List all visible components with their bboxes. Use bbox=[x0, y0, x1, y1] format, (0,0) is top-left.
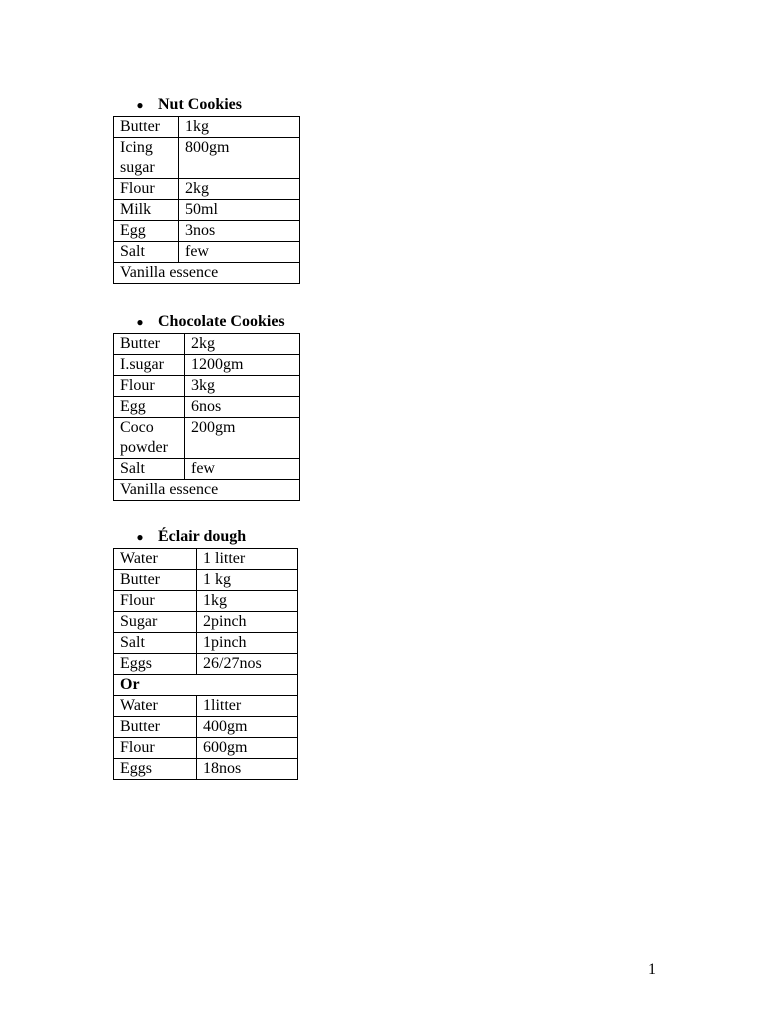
table-row bbox=[114, 549, 298, 570]
ingredient-quantity-cell: 26/27nos bbox=[197, 654, 298, 675]
ingredient-name-cell: Egg bbox=[114, 221, 179, 242]
bullet-icon: ● bbox=[136, 315, 144, 329]
table-row bbox=[114, 221, 300, 242]
table-row bbox=[114, 397, 300, 418]
ingredient-quantity-cell: 1 litter bbox=[197, 549, 298, 570]
ingredient-quantity-cell: 600gm bbox=[197, 738, 298, 759]
ingredient-name-cell: Salt bbox=[114, 633, 197, 654]
ingredient-name-cell: Milk bbox=[114, 200, 179, 221]
ingredient-quantity-cell: 6nos bbox=[185, 397, 300, 418]
table-row bbox=[114, 334, 300, 355]
ingredient-name-cell: Flour bbox=[114, 376, 185, 397]
table-row bbox=[114, 480, 300, 501]
recipe-chocolate-cookies bbox=[113, 311, 300, 501]
table-row bbox=[114, 138, 300, 179]
ingredient-name-cell: Butter bbox=[114, 117, 179, 138]
table-row bbox=[114, 570, 298, 591]
table-row bbox=[114, 376, 300, 397]
ingredient-note-cell: Vanilla essence bbox=[114, 263, 300, 284]
ingredient-name-cell: Salt bbox=[114, 242, 179, 263]
ingredient-name-cell: Sugar bbox=[114, 612, 197, 633]
table-row bbox=[114, 179, 300, 200]
ingredient-quantity-cell: 2kg bbox=[185, 334, 300, 355]
ingredient-quantity-cell: 18nos bbox=[197, 759, 298, 780]
ingredient-quantity-cell: few bbox=[179, 242, 300, 263]
recipe-title-text: Éclair dough bbox=[158, 528, 247, 545]
recipe-eclair-dough bbox=[113, 526, 298, 780]
ingredient-quantity-cell: 3nos bbox=[179, 221, 300, 242]
ingredient-name-cell: I.sugar bbox=[114, 355, 185, 376]
ingredient-name-cell: Flour bbox=[114, 738, 197, 759]
table-row bbox=[114, 654, 298, 675]
table-row bbox=[114, 738, 298, 759]
recipe-title bbox=[113, 94, 300, 116]
ingredient-name-cell: Eggs bbox=[114, 654, 197, 675]
table-row bbox=[114, 591, 298, 612]
ingredient-quantity-cell: 3kg bbox=[185, 376, 300, 397]
ingredient-name-cell: Eggs bbox=[114, 759, 197, 780]
table-row bbox=[114, 117, 300, 138]
ingredient-name-cell: Water bbox=[114, 696, 197, 717]
ingredient-name-cell: Flour bbox=[114, 591, 197, 612]
ingredient-quantity-cell: 50ml bbox=[179, 200, 300, 221]
table-row bbox=[114, 717, 298, 738]
ingredient-quantity-cell: 2kg bbox=[179, 179, 300, 200]
ingredient-quantity-cell: 400gm bbox=[197, 717, 298, 738]
table-row bbox=[114, 242, 300, 263]
table-row bbox=[114, 675, 298, 696]
recipe-title-text: Nut Cookies bbox=[158, 96, 243, 113]
ingredient-quantity-cell: 1 kg bbox=[197, 570, 298, 591]
ingredient-name-cell: Water bbox=[114, 549, 197, 570]
ingredient-quantity-cell: 1litter bbox=[197, 696, 298, 717]
ingredient-name-cell: Butter bbox=[114, 570, 197, 591]
table-row bbox=[114, 759, 298, 780]
table-row bbox=[114, 696, 298, 717]
recipe-title bbox=[113, 311, 300, 333]
bullet-icon: ● bbox=[136, 98, 144, 112]
table-row bbox=[114, 633, 298, 654]
ingredient-quantity-cell: 1kg bbox=[197, 591, 298, 612]
ingredient-quantity-cell: 1kg bbox=[179, 117, 300, 138]
ingredient-name-cell: Coco powder bbox=[114, 418, 185, 459]
table-row bbox=[114, 612, 298, 633]
ingredient-quantity-cell: 200gm bbox=[185, 418, 300, 459]
ingredient-name-cell: Egg bbox=[114, 397, 185, 418]
ingredient-quantity-cell: few bbox=[185, 459, 300, 480]
bullet-icon: ● bbox=[136, 530, 144, 544]
ingredient-quantity-cell: 1200gm bbox=[185, 355, 300, 376]
ingredients-table bbox=[113, 116, 300, 284]
ingredients-table bbox=[113, 333, 300, 501]
ingredient-note-cell: Or bbox=[114, 675, 298, 696]
table-row bbox=[114, 263, 300, 284]
recipe-nut-cookies bbox=[113, 94, 300, 284]
ingredient-name-cell: Icing sugar bbox=[114, 138, 179, 179]
recipe-title-text: Chocolate Cookies bbox=[158, 313, 285, 330]
ingredient-name-cell: Butter bbox=[114, 334, 185, 355]
ingredient-name-cell: Flour bbox=[114, 179, 179, 200]
table-row bbox=[114, 459, 300, 480]
ingredient-quantity-cell: 2pinch bbox=[197, 612, 298, 633]
ingredient-note-cell: Vanilla essence bbox=[114, 480, 300, 501]
table-row bbox=[114, 355, 300, 376]
page-number: 1 bbox=[648, 961, 656, 978]
recipe-title bbox=[113, 526, 298, 548]
table-row bbox=[114, 418, 300, 459]
ingredient-quantity-cell: 800gm bbox=[179, 138, 300, 179]
ingredients-table bbox=[113, 548, 298, 780]
ingredient-name-cell: Butter bbox=[114, 717, 197, 738]
ingredient-quantity-cell: 1pinch bbox=[197, 633, 298, 654]
ingredient-name-cell: Salt bbox=[114, 459, 185, 480]
table-row bbox=[114, 200, 300, 221]
